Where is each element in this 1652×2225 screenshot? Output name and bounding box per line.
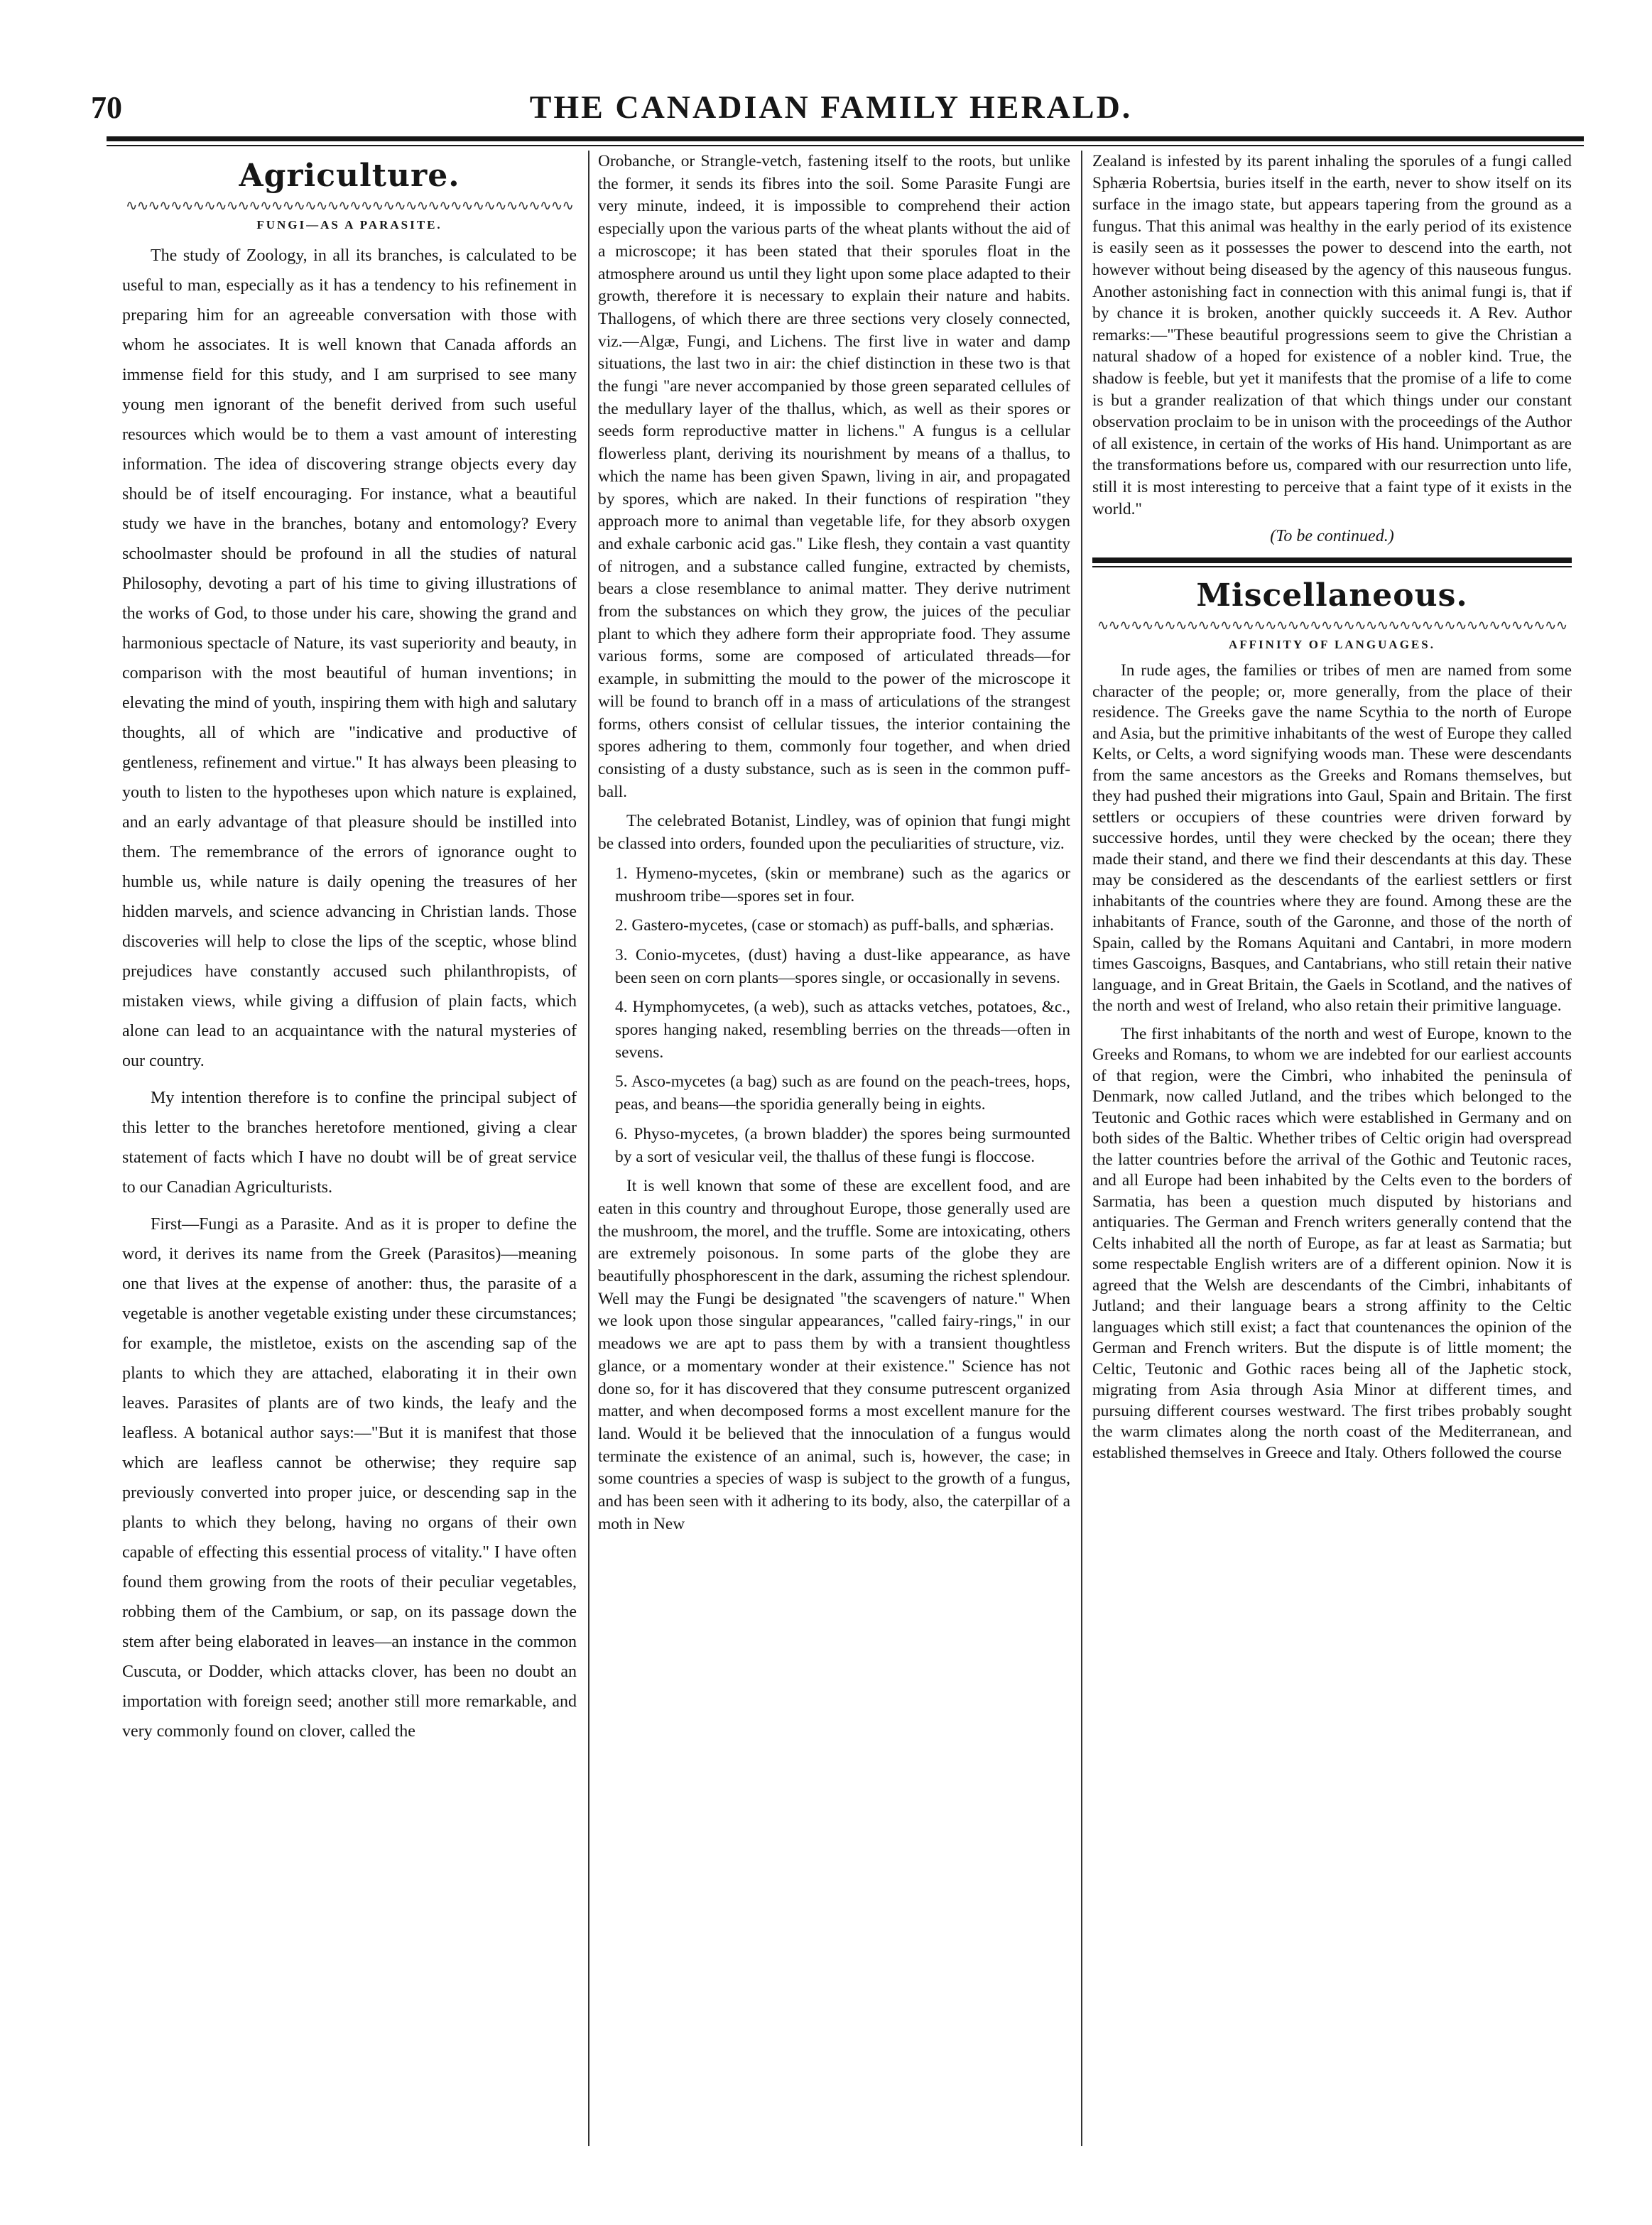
header-rule-thin (107, 145, 1584, 146)
page-header (78, 84, 1584, 134)
page-number: 70 (91, 90, 122, 125)
article-paragraph: Orobanche, or Strangle-vetch, fastening itself to the roots, but unlike the former, it sends its fibres into the soil. Some Parasite Fungi are very minute, indeed, it is impossible to comprehend their action especially upon the various parts of the wheat plants without the aid of a microscope; it has been stated that their sporules float in the atmosphere around us until they light upon some place adapted to their growth, therefore it is necessary to explain their nature and habits. Thallogens, of which there are three sections very closely connected, viz.—Algæ, Fungi, and Lichens. The first live in water and damp situations, the last two in air: the chief distinction in these two is that the fungi "are never accompanied by those green separated cellules of the medullary layer of the thallus, which, as well as their spores or seeds form reproductive matter in lichens." A fungus is a cellular flowerless plant, deriving its nourishment by means of a thallus, to which the name has been given Spawn, living in air, and propagated by spores, which are naked. In their functions of respiration "they approach more to animal than vegetable life, for they absorb oxygen and exhale carbonic acid gas." Like flesh, they contain a vast quantity of nitrogen, and a substance called fungine, extracted by chemists, bears a close resemblance to animal matter. They derive nutriment from the substances on which they grow, the juices of the peculiar plant to which they adhere form their appropriate food. They assume various forms, some are composed of articulated threads—for example, in submitting the mould to the power of the microscope it will be found to branch off in a mass of articulations of the strangest forms, others consist of cellular tissues, the interior containing the spores adhering to them, commonly four together, and when dried consisting of a dusty substance, such as is seen in the common puff-ball. (598, 152, 1070, 801)
section-heading-miscellaneous: Miscellaneous. (1196, 577, 1468, 614)
newspaper-title: THE CANADIAN FAMILY HERALD. (529, 89, 1133, 125)
column-1 (122, 151, 577, 2146)
list-item: 1. Hymeno-mycetes, (skin or membrane) such as the agarics or mushroom tribe—spores set in four. (615, 864, 1070, 905)
article-paragraph: My intention therefore is to confine the principal subject of this letter to the branches heretofore mentioned, giving a clear statement of facts which I have no doubt will be of great service to our Canadian Agriculturists. (122, 1089, 577, 1197)
column-2 (598, 151, 1070, 2146)
list-item: 6. Physo-mycetes, (a brown bladder) the spores being surmounted by a sort of vesicular veil, the thallus of these fungi is floccose. (615, 1124, 1070, 1166)
column-divider (588, 151, 589, 2146)
column-divider (1081, 151, 1082, 2146)
list-item: 4. Hymphomycetes, (a web), such as attacks vetches, potatoes, &c., spores hanging naked, resembling berries on the threads—often in sevens. (615, 998, 1070, 1062)
article-paragraph: The study of Zoology, in all its branches, is calculated to be useful to man, especially as it has a tendency to his refinement in preparing him for an agreeable conversation with those with whom he associates. It is well known that Canada affords an immense field for this study, and I am surprised to see many young men ignorant of the benefit derived from such useful resources which would be to them a vast amount of interesting information. The idea of discovering strange objects every day should be of itself encouraging. For instance, what a beautiful study we have in the branches, botany and entomology? Every schoolmaster should be profound in all the studies of natural Philosophy, devoting a part of his time to giving illustrations of the works of God, to those under his care, showing the grand and harmonious spectacle of Nature, its vast superiority and beauty, in comparison with the most beautiful of human inventions; in elevating the mind of youth, inspiring them with high and salutary thoughts, all of which are "indicative and productive of gentleness, refinement and virtue." It has always been pleasing to youth to listen to the hypotheses upon which nature is explained, and an early advantage of that pleasure should be instilled into them. The remembrance of the errors of ignorance ought to humble us, while nature is daily opening the treasures of her hidden marvels, and science advancing in Christian lands. Those discoveries will help to close the lips of the sceptic, whose blind prejudices have constantly accused such philanthropists, of mistaken views, while giving a diffusion of plain facts, which alone can lead to an acquaintance with the natural mysteries of our country. (122, 246, 577, 1070)
article-subheading: AFFINITY OF LANGUAGES. (1229, 638, 1435, 652)
continued-note: (To be continued.) (1270, 527, 1394, 546)
list-item: 5. Asco-mycetes (a bag) such as are found on the peach-trees, hops, peas, and beans—the sporidia generally being in eights. (615, 1072, 1070, 1114)
article-paragraph: The celebrated Botanist, Lindley, was of opinion that fungi might be classed into orders, founded upon the peculiarities of structure, viz. (598, 812, 1070, 854)
article-paragraph: Zealand is infested by its parent inhaling the sporules of a fungi called Sphæria Robertsia, buries itself in the earth, never to show itself on its surface in the imago state, but appears tapering from the ground as a fungus. That this animal was healthy in the early period of its existence is easily seen as it possesses the power to descend into the earth, not however without being diseased by the agency of this nauseous fungus. Another astonishing fact in connection with this animal fungi is, that if by chance it is broken, another quickly succeeds it. A Rev. Author remarks:—"These beautiful progressions seem to give the Christian a natural shadow of a hoped for existence of a nobler kind. True, the shadow is feeble, but yet it manifests that the promise of a life to come is but a grander realization of that which things under our constant observation proclaim to be in unison with the proceedings of the Author of all existence, in certain of the works of His hand. Unimportant as are the transformations before us, compared with our resurrection unto life, still it is most interesting to perceive that a faint type of it exists in the world." (1092, 152, 1572, 518)
article-subheading: FUNGI—AS A PARASITE. (256, 218, 442, 232)
section-heading-agriculture: Agriculture. (239, 158, 460, 194)
header-rule (107, 136, 1584, 141)
section-separator-thin (1092, 566, 1572, 567)
decorative-wave-rule: ∿∿∿∿∿∿∿∿∿∿∿∿∿∿∿∿∿∿∿∿∿∿∿∿∿∿∿∿∿∿∿∿∿∿∿∿∿∿∿∿∿∿ (1097, 618, 1567, 634)
article-paragraph: In rude ages, the families or tribes of men are named from some character of the people; or, more generally, from the place of their residence. The Greeks gave the name Scythia to the north of Europe and Asia, but the primitive inhabitants of the west of Europe they called Kelts, or Celts, a word signifying woods man. These were descendants from the same ancestors as the Greeks and Romans themselves, but they had pushed their migrations into Gaul, Spain and Britain. The first settlers or occupiers of these countries were driven forward by successive hordes, until they were checked by the ocean; there they made their stand, and there we find their descendants at this day. These may be considered as the descendants of the earliest settlers or first inhabitants of the countries where they are found. Among these are the inhabitants of France, south of the Garonne, and those of the north of Spain, called by the Romans Aquitani and Cantabri, in more modern times Gascoigns, Basques, and Cantabrians, who still retain their native language, and in Great Britain, the Gaels in Scotland, and the natives of the north and west of Ireland, who also retain their primitive language. (1092, 661, 1572, 1016)
article-paragraph: First—Fungi as a Parasite. And as it is proper to define the word, it derives its name from the Greek (Parasitos)—meaning one that lives at the expense of another: thus, the parasite of a vegetable is another vegetable existing under these circumstances; for example, the mistletoe, exists on the ascending sap of the plants to which they are attached, elaborating it in their own leaves. Parasites of plants are of two kinds, the leafy and the leafless. A botanical author says:—"But it is manifest that those which are leafless cannot be otherwise; they require sap previously converted into proper juice, or descending sap in the plants to which they belong, having no organs of their own capable of effecting this essential process of vitality." I have often found them growing from the roots of their peculiar vegetables, robbing them of the Cambium, or sap, on its passage down the stem after being elaborated in leaves—an instance in the common Cuscuta, or Dodder, which attacks clover, has been no doubt an importation with foreign seed; another still more remarkable, and very commonly found on clover, called the (122, 1215, 577, 1741)
article-paragraph: It is well known that some of these are excellent food, and are eaten in this country and throughout Europe, those generally used are the mushroom, the morel, and the truffle. Some are intoxicating, others are extremely poisonous. In some parts of the globe they are beautifully phosphorescent in the dark, assuming the richest splendour. Well may the Fungi be designated "the scavengers of nature." When we look upon those singular appearances, "called fairy-rings," in our meadows we are apt to pass them by with a transient thoughtless glance, or a momentary wonder at their existence." Science has not done so, for it has discovered that they consume putrescent organized matter, and when decomposed forms a most excellent manure for the land. Would it be believed that the innoculation of a fungus would terminate the existence of an animal, such is, however, the case; in some countries a species of wasp is subject to the growth of a fungus, and has been seen with it adhering to its body, also, the caterpillar of a moth in New (598, 1177, 1070, 1533)
decorative-wave-rule: ∿∿∿∿∿∿∿∿∿∿∿∿∿∿∿∿∿∿∿∿∿∿∿∿∿∿∿∿∿∿∿∿∿∿∿∿∿∿∿∿ (125, 198, 574, 214)
list-item: 3. Conio-mycetes, (dust) having a dust-like appearance, as have been seen on corn plants—spores single, or occasionally in sevens. (615, 945, 1070, 987)
column-3 (1092, 151, 1572, 2146)
list-item: 2. Gastero-mycetes, (case or stomach) as puff-balls, and sphærias. (615, 916, 1054, 935)
article-paragraph: The first inhabitants of the north and west of Europe, known to the Greeks and Romans, to whom we are indebted for our earliest accounts of that region, were the Cimbri, who inhabited the peninsula of Denmark, now called Jutland, and the tribes which belonged to the Teutonic and Gothic races which were established in Germany and on both sides of the Baltic. Whether tribes of Celtic origin had overspread the latter countries before the arrival of the Gothic and Teutonic races, and all Europe had been inhabited by the Celts even to the borders of Sarmatia, has been a question much disputed by historians and antiquaries. The German and French writers generally contend that the Celts inhabited all the north of Europe, as far at least as Sarmatia; but some respectable English writers are of a different opinion. Now it is agreed that the Welsh are descendants of the Cimbri, inhabitants of Jutland; and their language bears a strong affinity to the Celtic languages which still exist; a fact that countenances the opinion of the German and French writers. But the dispute is of little moment; the Celtic, Teutonic and Gothic races being all of the Japhetic stock, migrating from Asia through Asia Minor at different times, and pursuing different courses westward. The first tribes probably sought the warm climates along the north coast of the Mediterranean, and established themselves in Greece and Italy. Others followed the course (1092, 1024, 1572, 1462)
section-separator (1092, 557, 1572, 563)
